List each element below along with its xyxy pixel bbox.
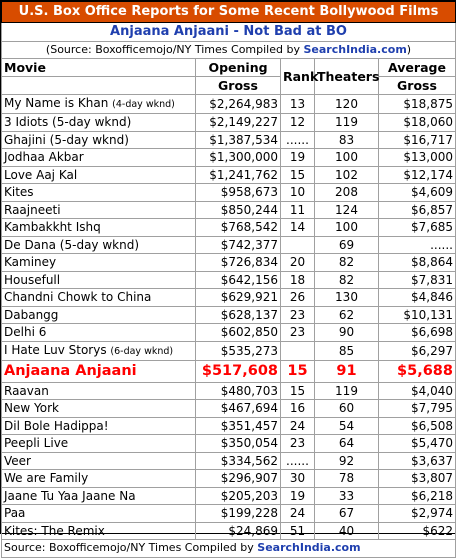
table-row (2, 166, 456, 184)
rank-cell-text: ...... (286, 132, 309, 147)
table-row (2, 470, 456, 488)
header-average: Average (379, 59, 456, 77)
table-row (2, 149, 456, 167)
theaters-cell (315, 114, 379, 132)
movie-cell (2, 114, 196, 132)
source-site: SearchIndia.com (303, 43, 407, 56)
movie-cell-text: Paa (4, 506, 26, 521)
average-cell-text: $18,875 (403, 97, 453, 111)
rank-cell (281, 417, 315, 435)
average-cell (379, 201, 456, 219)
theaters-cell (315, 236, 379, 254)
table-subtitle: Anjaana Anjaani - Not Bad at BO (2, 23, 456, 42)
gross-cell (196, 452, 281, 470)
average-cell-text: $4,040 (411, 383, 453, 398)
movie-note: (6-day wknd) (110, 345, 174, 357)
movie-cell (2, 400, 196, 418)
movie-cell-text: New York (4, 401, 59, 416)
movie-cell (2, 306, 196, 324)
rank-cell (281, 254, 315, 272)
footer-source (2, 540, 456, 558)
gross-cell (196, 324, 281, 342)
average-cell-text: ...... (430, 237, 453, 252)
theaters-cell (315, 306, 379, 324)
average-cell (379, 417, 456, 435)
gross-cell (196, 114, 281, 132)
gross-cell-text: $642,156 (220, 272, 278, 287)
average-cell-text: $12,174 (403, 167, 453, 182)
gross-cell-text: $480,703 (220, 383, 278, 398)
theaters-cell (315, 184, 379, 202)
movie-cell (2, 236, 196, 254)
table-row (2, 341, 456, 360)
table-row (2, 184, 456, 202)
theaters-cell-text: 54 (338, 418, 355, 433)
theaters-cell-text: 67 (338, 506, 355, 521)
rank-cell-text: 15 (289, 167, 306, 182)
rank-cell-text: 30 (289, 471, 306, 486)
rank-cell (281, 470, 315, 488)
table-row (2, 95, 456, 114)
average-cell-text: $10,131 (403, 307, 453, 322)
movie-cell-text: Veer (4, 453, 31, 468)
gross-cell (196, 417, 281, 435)
theaters-cell (315, 324, 379, 342)
rank-cell-text: 15 (287, 363, 308, 379)
table-row (2, 236, 456, 254)
movie-cell-text: Ghajini (5-day wknd) (4, 132, 129, 147)
average-cell (379, 452, 456, 470)
rank-cell-text: 16 (289, 401, 306, 416)
table-row-highlighted (2, 360, 456, 382)
rank-cell-text: 51 (289, 523, 306, 538)
movie-note: (4-day wknd) (112, 99, 175, 110)
table-row (2, 487, 456, 505)
theaters-cell-text: 100 (335, 150, 358, 165)
theaters-cell (315, 505, 379, 523)
average-cell-text: $4,846 (411, 290, 453, 305)
theaters-cell-text: 130 (335, 290, 358, 305)
table-row (2, 131, 456, 149)
box-office-table (1, 1, 456, 558)
average-cell (379, 505, 456, 523)
gross-cell (196, 341, 281, 360)
average-cell-text: $7,831 (411, 272, 453, 287)
movie-cell-text: I Hate Luv Storys (4, 342, 111, 357)
theaters-cell (315, 131, 379, 149)
average-cell (379, 166, 456, 184)
average-cell (379, 435, 456, 453)
rank-cell (281, 236, 315, 254)
gross-cell (196, 487, 281, 505)
movie-cell-text: Anjaana Anjaani (4, 363, 137, 379)
rank-cell (281, 131, 315, 149)
average-cell-text: $5,688 (397, 363, 453, 379)
average-cell-text: $6,218 (411, 488, 453, 503)
average-cell (379, 470, 456, 488)
gross-cell (196, 131, 281, 149)
rank-cell-text: 24 (289, 506, 306, 521)
gross-cell-text: $350,054 (220, 436, 278, 451)
theaters-cell (315, 470, 379, 488)
movie-cell (2, 341, 196, 360)
theaters-cell-text: 33 (338, 488, 355, 503)
rank-cell-text: 24 (289, 418, 306, 433)
theaters-cell-text: 119 (335, 115, 358, 130)
gross-cell-text: $628,137 (220, 307, 278, 322)
average-cell-text: $4,609 (411, 185, 453, 200)
rank-cell-text: 19 (289, 150, 306, 165)
movie-cell (2, 271, 196, 289)
header-opening-gross: Gross (196, 77, 281, 95)
rank-cell-text: 26 (289, 290, 306, 305)
movie-cell-text: Raajneeti (4, 202, 61, 217)
rank-cell (281, 95, 315, 114)
gross-cell-text: $199,228 (220, 506, 278, 521)
movie-cell (2, 470, 196, 488)
gross-cell (196, 306, 281, 324)
gross-cell-text: $1,241,762 (209, 167, 278, 182)
gross-cell (196, 95, 281, 114)
header-theaters: Theaters (315, 59, 379, 95)
rank-cell (281, 324, 315, 342)
table-row (2, 400, 456, 418)
gross-cell-text: $1,387,534 (209, 132, 278, 147)
rank-cell (281, 452, 315, 470)
rank-cell (281, 166, 315, 184)
header-movie-blank (2, 77, 196, 95)
average-cell-text: $3,807 (411, 471, 453, 486)
theaters-cell-text: 124 (335, 202, 358, 217)
rank-cell (281, 114, 315, 132)
gross-cell (196, 166, 281, 184)
rank-cell-text: 14 (289, 220, 306, 235)
rank-cell-text: ...... (286, 453, 309, 468)
movie-cell-text: Chandni Chowk to China (4, 290, 152, 305)
rank-cell (281, 341, 315, 360)
table-row (2, 201, 456, 219)
table-row (2, 306, 456, 324)
movie-cell-text: Kites: The Remix (4, 523, 105, 538)
movie-cell-text: Peepli Live (4, 436, 69, 451)
theaters-cell-text: 78 (338, 471, 355, 486)
rank-cell-text: 19 (289, 488, 306, 503)
gross-cell (196, 219, 281, 237)
header-average-gross: Gross (379, 77, 456, 95)
theaters-cell (315, 289, 379, 307)
theaters-cell (315, 149, 379, 167)
rank-cell-text: 15 (289, 383, 306, 398)
average-cell-text: $7,685 (411, 220, 453, 235)
gross-cell (196, 254, 281, 272)
movie-cell (2, 131, 196, 149)
movie-cell-text: Dil Bole Hadippa! (4, 418, 109, 433)
rank-cell (281, 289, 315, 307)
gross-cell (196, 522, 281, 540)
header-movie: Movie (2, 59, 196, 77)
rank-cell (281, 219, 315, 237)
rank-cell (281, 505, 315, 523)
rank-cell (281, 201, 315, 219)
movie-cell (2, 219, 196, 237)
gross-cell-text: $205,203 (220, 488, 278, 503)
theaters-cell-text: 91 (336, 363, 357, 379)
table-row (2, 452, 456, 470)
theaters-cell (315, 166, 379, 184)
average-cell (379, 324, 456, 342)
rank-cell-text: 12 (289, 115, 306, 130)
table-row (2, 219, 456, 237)
movie-cell (2, 417, 196, 435)
gross-cell (196, 360, 281, 382)
movie-cell (2, 324, 196, 342)
movie-cell-text: Dabangg (4, 307, 59, 322)
theaters-cell-text: 100 (335, 220, 358, 235)
average-cell (379, 341, 456, 360)
average-cell (379, 236, 456, 254)
movie-cell-text: Kambakkht Ishq (4, 220, 101, 235)
table-row (2, 435, 456, 453)
movie-cell-text: Love Aaj Kal (4, 167, 78, 182)
theaters-cell (315, 452, 379, 470)
movie-cell-text: Kaminey (4, 255, 57, 270)
theaters-cell (315, 417, 379, 435)
gross-cell (196, 400, 281, 418)
rank-cell-text: 20 (289, 255, 306, 270)
average-cell (379, 184, 456, 202)
rank-cell (281, 435, 315, 453)
gross-cell-text: $24,869 (228, 523, 278, 538)
movie-cell-text: Delhi 6 (4, 325, 47, 340)
theaters-cell (315, 219, 379, 237)
average-cell (379, 360, 456, 382)
table-row (2, 271, 456, 289)
average-cell (379, 254, 456, 272)
gross-cell-text: $602,850 (220, 325, 278, 340)
gross-cell (196, 149, 281, 167)
average-cell (379, 95, 456, 114)
average-cell-text: $8,864 (411, 255, 453, 270)
movie-cell (2, 289, 196, 307)
theaters-cell (315, 201, 379, 219)
gross-cell (196, 271, 281, 289)
movie-cell (2, 149, 196, 167)
movie-cell (2, 435, 196, 453)
gross-cell-text: $768,542 (220, 220, 278, 235)
average-cell-text: $3,637 (411, 453, 453, 468)
theaters-cell (315, 435, 379, 453)
movie-cell (2, 166, 196, 184)
table-row (2, 114, 456, 132)
movie-cell (2, 505, 196, 523)
rank-cell (281, 184, 315, 202)
rank-cell (281, 400, 315, 418)
theaters-cell-text: 82 (338, 255, 355, 270)
average-cell-text: $7,795 (411, 401, 453, 416)
average-cell-text: $18,060 (403, 115, 453, 130)
theaters-cell-text: 208 (335, 185, 358, 200)
header-row-2 (2, 77, 456, 95)
gross-cell (196, 505, 281, 523)
gross-cell-text: $535,273 (220, 343, 278, 358)
source-prefix: (Source: Boxofficemojo/NY Times Compiled by (45, 43, 304, 56)
theaters-cell (315, 360, 379, 382)
source-suffix: ) (406, 43, 412, 56)
footer-prefix: Source: Boxofficemojo/NY Times Compiled by (4, 541, 258, 555)
theaters-cell-text: 120 (335, 97, 358, 111)
average-cell-text: $16,717 (403, 132, 453, 147)
gross-cell-text: $958,673 (220, 185, 278, 200)
gross-cell-text: $334,562 (220, 453, 278, 468)
theaters-cell (315, 400, 379, 418)
theaters-cell-text: 83 (338, 132, 355, 147)
table-body (2, 95, 456, 540)
table-row (2, 505, 456, 523)
gross-cell (196, 236, 281, 254)
movie-cell-text: Raavan (4, 383, 49, 398)
gross-cell (196, 382, 281, 400)
movie-cell (2, 360, 196, 382)
rank-cell-text: 11 (289, 202, 306, 217)
gross-cell (196, 289, 281, 307)
movie-cell-text: Jaane Tu Yaa Jaane Na (4, 488, 136, 503)
theaters-cell (315, 254, 379, 272)
table-row (2, 417, 456, 435)
rank-cell (281, 382, 315, 400)
table-row (2, 522, 456, 540)
average-cell (379, 149, 456, 167)
gross-cell-text: $296,907 (220, 471, 278, 486)
average-cell-text: $6,857 (411, 202, 453, 217)
theaters-cell-text: 69 (338, 237, 355, 252)
header-rank: Rank (281, 59, 315, 95)
movie-cell-text: 3 Idiots (5-day wknd) (4, 115, 132, 130)
movie-cell-text: My Name is Khan (4, 96, 113, 110)
theaters-cell (315, 382, 379, 400)
header-row (2, 59, 456, 77)
movie-cell-text: We are Family (4, 471, 89, 486)
source-line (2, 42, 456, 59)
average-cell (379, 382, 456, 400)
average-cell-text: $2,974 (411, 506, 453, 521)
average-cell (379, 487, 456, 505)
average-cell (379, 271, 456, 289)
table-row (2, 324, 456, 342)
table-title: U.S. Box Office Reports for Some Recent Bollywood Films (2, 2, 456, 23)
average-cell-text: $6,297 (411, 343, 453, 358)
theaters-cell (315, 522, 379, 540)
rank-cell-text: 23 (289, 436, 306, 451)
table-row (2, 289, 456, 307)
rank-cell-text: 13 (289, 97, 306, 111)
rank-cell (281, 149, 315, 167)
average-cell (379, 400, 456, 418)
rank-cell-text: 18 (289, 272, 306, 287)
movie-cell (2, 452, 196, 470)
rank-cell (281, 522, 315, 540)
rank-cell (281, 360, 315, 382)
theaters-cell (315, 487, 379, 505)
theaters-cell-text: 40 (338, 523, 355, 538)
average-cell-text: $13,000 (403, 150, 453, 165)
movie-cell-text: De Dana (5-day wknd) (4, 237, 140, 252)
theaters-cell-text: 62 (338, 307, 355, 322)
gross-cell-text: $1,300,000 (209, 150, 278, 165)
movie-cell (2, 522, 196, 540)
movie-cell (2, 95, 196, 114)
movie-cell (2, 254, 196, 272)
movie-cell (2, 184, 196, 202)
theaters-cell-text: 82 (338, 272, 355, 287)
rank-cell (281, 487, 315, 505)
gross-cell-text: $2,149,227 (209, 115, 278, 130)
gross-cell (196, 201, 281, 219)
theaters-cell-text: 60 (338, 401, 355, 416)
gross-cell-text: $742,377 (220, 237, 278, 252)
movie-cell-text: Kites (4, 185, 34, 200)
average-cell (379, 131, 456, 149)
gross-cell-text: $2,264,983 (209, 97, 278, 111)
average-cell (379, 219, 456, 237)
average-cell-text: $5,470 (411, 436, 453, 451)
average-cell (379, 289, 456, 307)
theaters-cell (315, 341, 379, 360)
rank-cell (281, 271, 315, 289)
theaters-cell-text: 92 (338, 453, 355, 468)
rank-cell-text: 23 (289, 307, 306, 322)
gross-cell-text: $850,244 (220, 202, 278, 217)
movie-cell (2, 382, 196, 400)
average-cell (379, 114, 456, 132)
theaters-cell-text: 64 (338, 436, 355, 451)
gross-cell (196, 184, 281, 202)
theaters-cell-text: 119 (335, 383, 358, 398)
theaters-cell-text: 90 (338, 325, 355, 340)
table-row (2, 382, 456, 400)
gross-cell-text: $629,921 (220, 290, 278, 305)
movie-cell (2, 201, 196, 219)
theaters-cell (315, 271, 379, 289)
movie-cell-text: Housefull (4, 272, 61, 287)
gross-cell-text: $517,608 (201, 363, 278, 379)
average-cell-text: $6,508 (411, 418, 453, 433)
gross-cell-text: $467,694 (220, 401, 278, 416)
gross-cell-text: $351,457 (220, 418, 278, 433)
theaters-cell-text: 102 (335, 167, 358, 182)
average-cell-text: $6,698 (411, 325, 453, 340)
theaters-cell-text: 85 (338, 343, 355, 358)
rank-cell (281, 306, 315, 324)
average-cell (379, 522, 456, 540)
movie-cell (2, 487, 196, 505)
table-row (2, 254, 456, 272)
average-cell-text: $622 (422, 523, 453, 538)
header-opening: Opening (196, 59, 281, 77)
average-cell (379, 306, 456, 324)
gross-cell (196, 470, 281, 488)
rank-cell-text: 10 (289, 185, 306, 200)
gross-cell (196, 435, 281, 453)
footer-site: SearchIndia.com (257, 541, 361, 555)
gross-cell-text: $726,834 (220, 255, 278, 270)
movie-cell-text: Jodhaa Akbar (4, 150, 84, 165)
theaters-cell (315, 95, 379, 114)
rank-cell-text: 23 (289, 325, 306, 340)
